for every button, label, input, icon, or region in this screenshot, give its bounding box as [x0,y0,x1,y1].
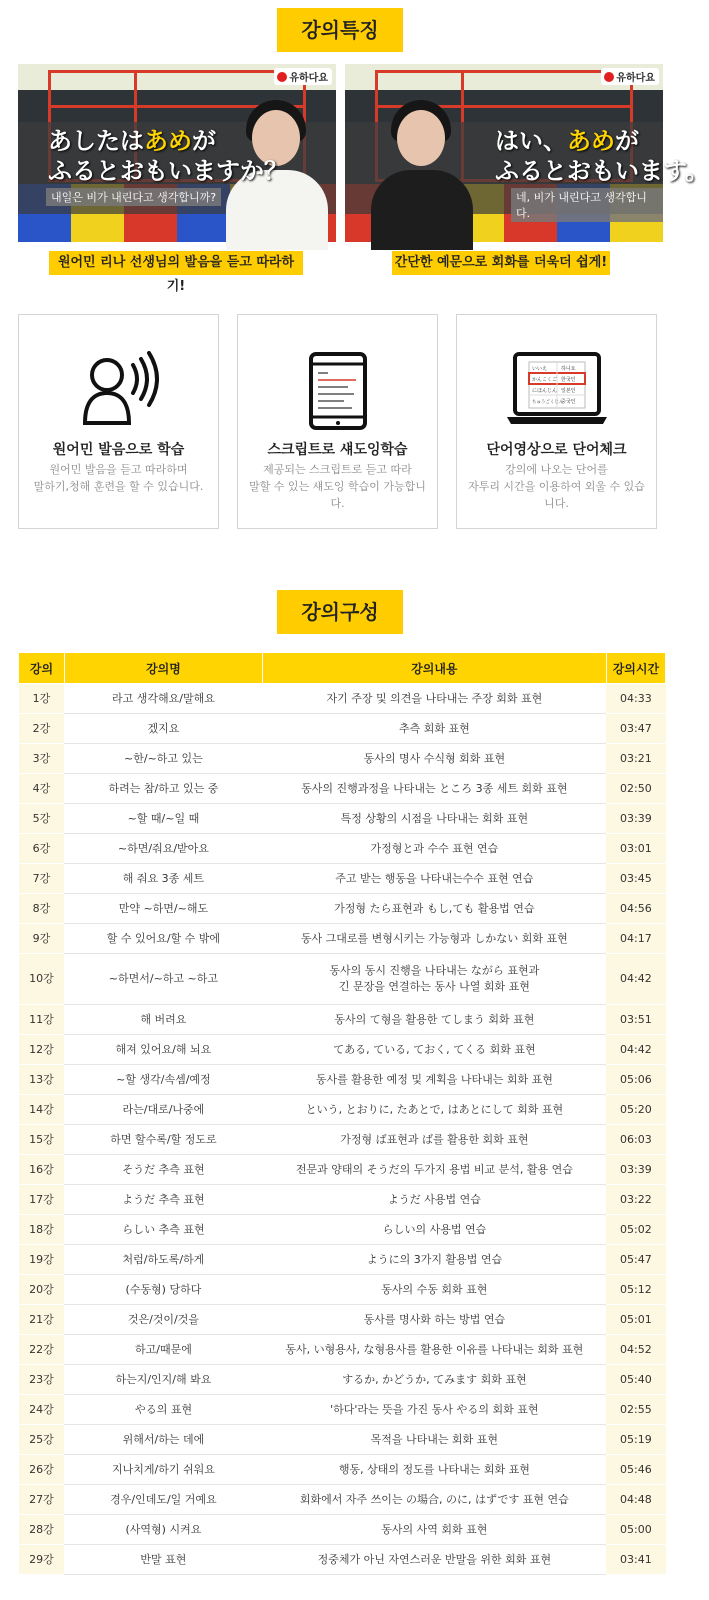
video-thumbnail-rina[interactable] [18,64,336,242]
table-row [19,1305,666,1335]
lecture-name: らしい 추측 표현 [64,1215,262,1245]
video-caption-example: 간단한 예문으로 회화를 더욱더 쉽게! [392,251,610,275]
table-row [19,1245,666,1275]
video-thumbnail-example[interactable] [345,64,709,242]
tablet-script-icon [308,351,368,431]
table-row [19,1335,666,1365]
lecture-time: 05:20 [606,1095,665,1125]
card-title: 원어민 발음으로 학습 [52,442,185,458]
lecture-content: 동사의 진행과정을 나타내는 ところ 3종 세트 회화 표현 [262,774,606,804]
lecture-content: 정중체가 아닌 자연스러운 반말을 위한 회화 표현 [262,1545,606,1575]
lecture-number: 2강 [19,714,65,744]
lecture-name: 지나치게/하기 쉬워요 [64,1455,262,1485]
lecture-number: 1강 [19,684,65,714]
table-row [19,1425,666,1455]
lecture-name: 것은/것이/것을 [64,1305,262,1335]
speaking-person-icon [79,351,159,427]
lecture-number: 8강 [19,894,65,924]
lecture-time: 05:47 [606,1245,665,1275]
lecture-name: やる의 표현 [64,1395,262,1425]
lecture-time: 04:48 [606,1485,665,1515]
header-lecture-name: 강의명 [64,653,262,684]
table-row [19,1185,666,1215]
lecture-content: 가정형 ば표현과 ば를 활용한 회화 표현 [262,1125,606,1155]
play-icon [604,72,614,82]
lecture-time: 05:00 [606,1515,665,1545]
lecture-name: 하고/때문에 [64,1335,262,1365]
lecture-time: 04:42 [606,1035,665,1065]
lecture-name: そうだ 추측 표현 [64,1155,262,1185]
lecture-name: 할 수 있어요/할 수 밖에 [64,924,262,954]
lecture-number: 17강 [19,1185,65,1215]
lecture-number: 5강 [19,804,65,834]
lecture-content: するか, かどうか, てみます 회화 표현 [262,1365,606,1395]
lecture-number: 27강 [19,1485,65,1515]
lecture-time: 05:12 [606,1275,665,1305]
card-description: 원어민 발음을 듣고 따라하며 말하기,청해 훈련을 할 수 있습니다. [33,463,204,493]
lecture-number: 15강 [19,1125,65,1155]
lecture-content: 가정형 たら표현과 もし,ても 활용법 연습 [262,894,606,924]
lecture-time: 05:19 [606,1425,665,1455]
lecture-content: 전문과 양태의 そうだ의 두가지 용법 비교 분석, 활용 연습 [262,1155,606,1185]
table-row [19,1275,666,1305]
features-section-title: 강의특징 [277,8,403,52]
play-icon [277,72,287,82]
lecture-number: 9강 [19,924,65,954]
lecture-name: 라고 생각해요/말해요 [64,684,262,714]
curriculum-table-body [19,684,666,1575]
lecture-time: 04:33 [606,684,665,714]
lecture-time: 06:03 [606,1125,665,1155]
header-lecture-time: 강의시간 [606,653,665,684]
svg-text:하니요: 하니요 [560,366,575,372]
lecture-name: 하는지/인지/해 봐요 [64,1365,262,1395]
feature-card-pronunciation [18,314,219,529]
laptop-vocab-icon [505,351,609,427]
lecture-content: 동사를 활용한 예정 및 계획을 나타내는 회화 표현 [262,1065,606,1095]
table-row [19,924,666,954]
lecture-number: 11강 [19,1005,65,1035]
lecture-time: 05:06 [606,1065,665,1095]
lecture-time: 04:56 [606,894,665,924]
lecture-number: 20강 [19,1275,65,1305]
card-description: 제공되는 스크립트로 듣고 따라 말할 수 있는 섀도잉 학습이 가능합니다. [249,463,426,510]
lecture-content: 동사의 사역 회화 표현 [262,1515,606,1545]
lecture-number: 21강 [19,1305,65,1335]
table-row [19,834,666,864]
svg-text:ちゅうごくじん: ちゅうごくじん [531,400,563,405]
lecture-name: 라는/대로/나중에 [64,1095,262,1125]
lecture-time: 03:21 [606,744,665,774]
lecture-name: 해져 있어요/해 뇌요 [64,1035,262,1065]
table-row [19,744,666,774]
lecture-number: 22강 [19,1335,65,1365]
lecture-name: 하면 할수록/할 정도로 [64,1125,262,1155]
korean-subtitle: 네, 비가 내린다고 생각합니다. [511,188,663,222]
curriculum-table [18,652,666,1575]
table-row [19,1515,666,1545]
lecture-number: 26강 [19,1455,65,1485]
lecture-time: 04:17 [606,924,665,954]
svg-text:한국인: 한국인 [560,377,575,383]
lecture-content: 회화에서 자주 쓰이는 の場合, のに, はずです 표현 연습 [262,1485,606,1515]
header-lecture-content: 강의내용 [262,653,606,684]
japanese-sentence: あしたはあめが ふるとおもいますか？ [48,127,288,185]
table-row [19,1125,666,1155]
lecture-time: 03:22 [606,1185,665,1215]
table-row [19,1155,666,1185]
channel-logo: 유하다요 [274,68,332,85]
lecture-time: 03:41 [606,1545,665,1575]
table-row [19,1095,666,1125]
lecture-name: (사역형) 시켜요 [64,1515,262,1545]
channel-logo: 유하다요 [601,68,659,85]
lecture-name: ようだ 추측 표현 [64,1185,262,1215]
table-row [19,894,666,924]
lecture-name: 경우/인데도/일 거예요 [64,1485,262,1515]
lecture-number: 23강 [19,1365,65,1395]
lecture-content: '하다'라는 뜻을 가진 동사 やる의 회화 표현 [262,1395,606,1425]
lecture-number: 28강 [19,1515,65,1545]
lecture-name: 위해서/하는 데에 [64,1425,262,1455]
svg-text:にほんじん: にほんじん [531,388,557,394]
header-lecture-no: 강의 [19,653,65,684]
lecture-content: という, とおりに, たあとで, はあとにして 회화 표현 [262,1095,606,1125]
lecture-time: 02:50 [606,774,665,804]
lecture-time: 04:42 [606,954,665,1005]
lecture-number: 18강 [19,1215,65,1245]
lecture-name: (수동형) 당하다 [64,1275,262,1305]
lecture-time: 03:39 [606,1155,665,1185]
svg-text:かんこくご: かんこくご [531,377,557,383]
table-row [19,1455,666,1485]
lecture-number: 19강 [19,1245,65,1275]
lecture-content: 동사의 て형을 활용한 てしまう 회화 표현 [262,1005,606,1035]
lecture-time: 05:40 [606,1365,665,1395]
lecture-content: 동사를 명사화 하는 방법 연습 [262,1305,606,1335]
lecture-content: 자기 주장 및 의견을 나타내는 주장 회화 표현 [262,684,606,714]
lecture-name: 해 버려요 [64,1005,262,1035]
lecture-time: 03:51 [606,1005,665,1035]
table-row [19,774,666,804]
video-caption-rina: 원어민 리나 선생님의 발음을 듣고 따라하기! [49,251,303,275]
lecture-content: ようだ 사용법 연습 [262,1185,606,1215]
lecture-number: 29강 [19,1545,65,1575]
lecture-name: ~하면서/~하고 ~하고 [64,954,262,1005]
card-title: 스크립트로 섀도잉학습 [267,442,408,458]
lecture-name: ~하면/줘요/받아요 [64,834,262,864]
lecture-name: 반말 표현 [64,1545,262,1575]
lecture-content: 동사의 명사 수식형 회화 표현 [262,744,606,774]
lecture-content: 동사, い형용사, な형용사를 활용한 이유를 나타내는 회화 표현 [262,1335,606,1365]
lecture-time: 03:45 [606,864,665,894]
lecture-time: 02:55 [606,1395,665,1425]
lecture-name: 하려는 참/하고 있는 중 [64,774,262,804]
lecture-number: 25강 [19,1425,65,1455]
lecture-name: 처럼/하도록/하게 [64,1245,262,1275]
lecture-time: 04:52 [606,1335,665,1365]
lecture-content: 동사 그대로를 변형시키는 가능형과 しかない 회화 표현 [262,924,606,954]
lecture-content: てある, ている, ておく, てくる 회화 표현 [262,1035,606,1065]
table-row [19,1035,666,1065]
lecture-content: 동사의 동시 진행을 나타내는 ながら 표현과 긴 문장을 연결하는 동사 나열 회화 표현 [262,954,606,1005]
table-row [19,1215,666,1245]
lecture-content: 특정 상황의 시점을 나타내는 회화 표현 [262,804,606,834]
lecture-number: 16강 [19,1155,65,1185]
lecture-time: 05:01 [606,1305,665,1335]
lecture-name: 만약 ~하면/~해도 [64,894,262,924]
lecture-content: 목적을 나타내는 회화 표현 [262,1425,606,1455]
lecture-name: ~한/~하고 있는 [64,744,262,774]
lecture-name: ~할 생각/속셈/예정 [64,1065,262,1095]
lecture-number: 7강 [19,864,65,894]
lecture-number: 13강 [19,1065,65,1095]
lecture-number: 6강 [19,834,65,864]
table-header-row [19,653,666,684]
lecture-number: 10강 [19,954,65,1005]
table-row [19,684,666,714]
table-row [19,1545,666,1575]
table-row [19,864,666,894]
feature-card-shadowing [237,314,438,529]
lecture-content: 추측 회화 표현 [262,714,606,744]
svg-text:いいえ: いいえ [531,366,547,372]
svg-text:일본인: 일본인 [560,388,575,394]
feature-card-vocabulary [456,314,657,529]
table-row [19,1065,666,1095]
lecture-time: 05:02 [606,1215,665,1245]
table-row [19,714,666,744]
lecture-content: 가정형と과 수수 표현 연습 [262,834,606,864]
korean-subtitle: 내일은 비가 내린다고 생각합니까? [46,188,221,206]
lecture-content: らしい의 사용법 연습 [262,1215,606,1245]
lecture-name: 겠지요 [64,714,262,744]
curriculum-section-title: 강의구성 [277,590,403,634]
lecture-time: 03:47 [606,714,665,744]
lecture-number: 12강 [19,1035,65,1065]
table-row [19,954,666,1005]
lecture-name: ~할 때/~일 때 [64,804,262,834]
lecture-content: 행동, 상태의 정도를 나타내는 회화 표현 [262,1455,606,1485]
table-row [19,804,666,834]
lecture-time: 03:39 [606,804,665,834]
japanese-sentence: はい、あめが ふるとおもいます。 [495,127,709,185]
lecture-time: 05:46 [606,1455,665,1485]
table-row [19,1485,666,1515]
svg-text:중국인: 중국인 [560,399,575,405]
table-row [19,1005,666,1035]
table-row [19,1395,666,1425]
teacher-figure [367,92,477,242]
lecture-number: 24강 [19,1395,65,1425]
lecture-content: 주고 받는 행동을 나타내는수수 표현 연습 [262,864,606,894]
lecture-content: 동사의 수동 회화 표현 [262,1275,606,1305]
lecture-number: 4강 [19,774,65,804]
lecture-number: 14강 [19,1095,65,1125]
lecture-number: 3강 [19,744,65,774]
table-row [19,1365,666,1395]
lecture-time: 03:01 [606,834,665,864]
lecture-content: ように의 3가지 활용법 연습 [262,1245,606,1275]
card-description: 강의에 나오는 단어를 자투리 시간을 이용하여 외울 수 있습니다. [468,463,645,510]
lecture-name: 해 줘요 3종 세트 [64,864,262,894]
card-title: 단어영상으로 단어체크 [486,442,627,458]
